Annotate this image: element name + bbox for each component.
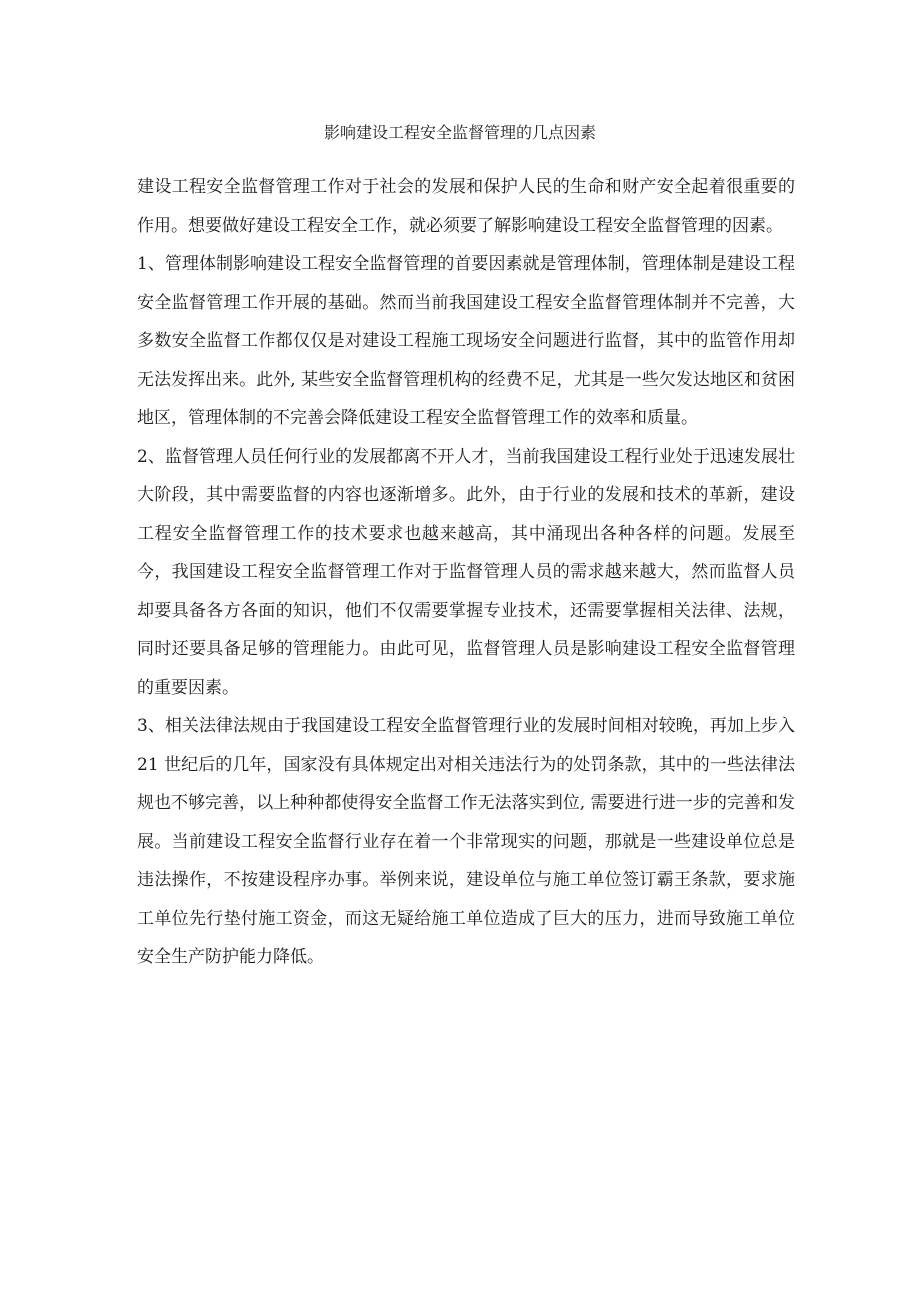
paragraph-intro: 建设工程安全监督管理工作对于社会的发展和保护人民的生命和财产安全起着很重要的作用。想要做好建设工程安全工作，就必须要了解影响建设工程安全监督管理的因素。 [137,177,795,236]
paragraph-laws-regulations: 3、相关法律法规由于我国建设工程安全监督管理行业的发展时间相对较晚，再加上步入 21 世纪后的几年，国家没有具体规定出对相关违法行为的处罚条款，其中的一些法律法规也不够完善，以上种种都使得安全监督工作无法落实到位, 需要进行进一步的完善和发展。当前建设工程安全监督行业存在着一个非常现实的问题，那就是一些建设单位总是违法操作，不按建设程序办事。举例来说，建设单位与施工单位签订霸王条款，要求施工单位先行垫付施工资金，而这无疑给施工单位造成了巨大的压力，进而导致施工单位安全生产防护能力降低。 [137,716,795,967]
document-title: 影响建设工程安全监督管理的几点因素 [323,123,596,142]
document-body [137,168,795,977]
paragraph-supervisory-staff: 2、监督管理人员任何行业的发展都离不开人才，当前我国建设工程行业处于迅速发展壮大阶段，其中需要监督的内容也逐渐增多。此外，由于行业的发展和技术的革新，建设工程安全监督管理工作的技术要求也越来越高，其中涌现出各种各样的问题。发展至今，我国建设工程安全监督管理工作对于监督管理人员的需求越来越大，然而监督人员却要具备各方各面的知识，他们不仅需要掌握专业技术，还需要掌握相关法律、法规，同时还要具备足够的管理能力。由此可见，监督管理人员是影响建设工程安全监督管理的重要因素。 [137,446,795,698]
paragraph-management-system: 1、管理体制影响建设工程安全监督管理的首要因素就是管理体制，管理体制是建设工程安全监督管理工作开展的基础。然而当前我国建设工程安全监督管理体制并不完善，大多数安全监督工作都仅仅是对建设工程施工现场安全问题进行监督，其中的监管作用却无法发挥出来。此外, 某些安全监督管理机构的经费不足，尤其是一些欠发达地区和贫困地区，管理体制的不完善会降低建设工程安全监督管理工作的效率和质量。 [137,254,795,428]
